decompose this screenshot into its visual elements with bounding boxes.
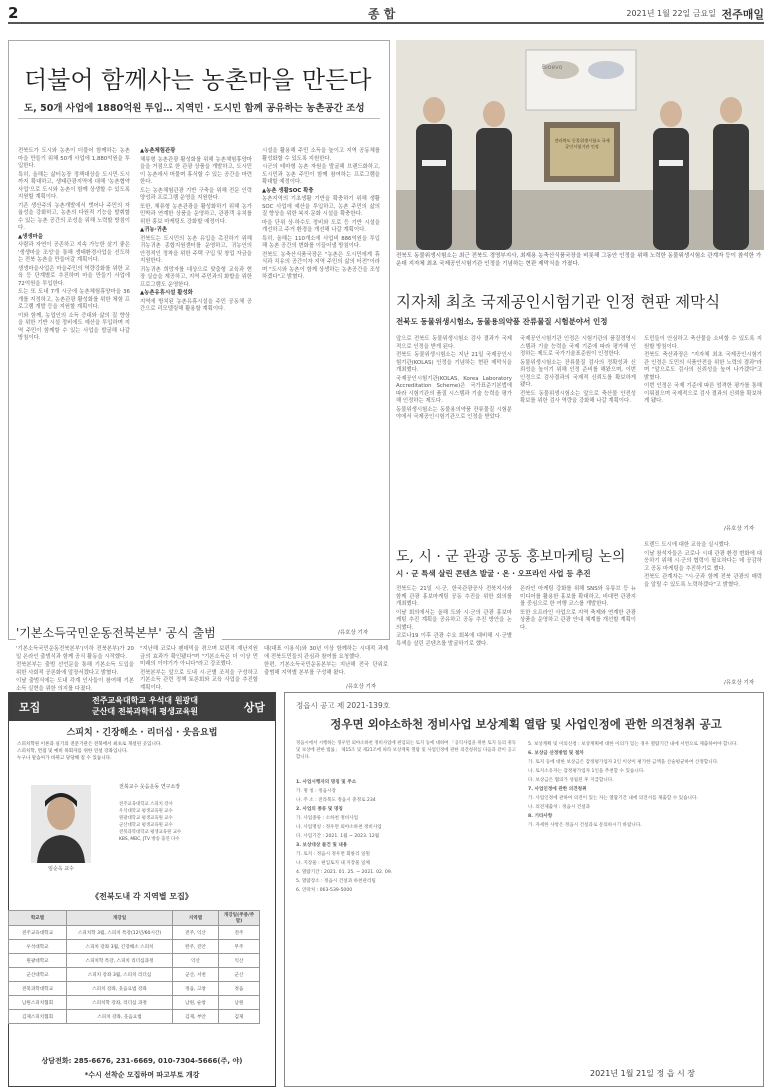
notice-item: 3. 보상대상 물건 및 내용 bbox=[296, 843, 348, 848]
profile-item: KBS, MBC, JTV 방송 출연 다수 bbox=[119, 837, 180, 842]
subsection-heading: ▲생생마을 bbox=[18, 233, 43, 240]
notice-item: 나. 지장물 : 편입토지 내 지장물 일체 bbox=[296, 861, 370, 866]
paragraph: 전북도 농축산식품국장은 "농촌은 도시민에게 휴식과 치유의 공간이자 지역 주민의 삶의 터전"이라며 "도시와 농촌이 함께 상생하는 농촌공간을 조성하겠다"고 밝혔다. bbox=[262, 251, 380, 280]
notice-item: 가. 사업인정에 관하여 의견이 있는 자는 열람기간 내에 의견서를 제출할 수 있습니다. bbox=[528, 796, 698, 801]
paragraph: 이날 출범식에는 도내 각계 인사들이 참여해 기본소득 실현을 위한 의지를 다졌다. bbox=[16, 678, 134, 692]
newspaper-name: 전주매일 bbox=[721, 8, 764, 21]
notice-item: 나. 의견제출처 : 정읍시 건설과 bbox=[528, 805, 591, 810]
paragraph: 전북도 동물위생시험소는 앞으로 축산물 안전성 확보를 위한 검사 역량을 강화해 나갈 계획이다. bbox=[520, 390, 636, 404]
ad-footer: *수시 선착순 모집하며 파고부토 개강 bbox=[84, 1071, 200, 1079]
notice-item: 6. 연락처 : 063-539-5000 bbox=[296, 888, 353, 893]
table-row bbox=[9, 968, 260, 982]
table-cell: 스피치 강좌, 웃음요법 bbox=[67, 1010, 173, 1024]
article-farm-village-col3 bbox=[262, 148, 380, 620]
paragraph: 전북도 동물위생시험소는 지난 21일 국제공인시험기관(KOLAS) 인정을 기념하는 현판 제막식을 개최했다. bbox=[396, 352, 512, 373]
paragraph: 전북본부는 출범 선언문을 통해 기본소득 도입을 위한 사회적 공론화에 앞장서겠다고 밝혔다. bbox=[16, 662, 134, 676]
table-cell: 완주, 진안 bbox=[173, 940, 219, 954]
paragraph: 도는 또 도내 7개 시군에 농촌체험휴양마을 36개를 지정하고, 농촌관광 활성화를 위한 체험 프로그램 개발 등을 지원할 계획이다. bbox=[18, 289, 130, 310]
paragraph: 전북도 축산과장은 "지자체 최초 국제공인시험기관 인정은 도민의 식품안전을 위한 노력의 결과"라며 "앞으로도 검사의 신뢰성을 높여 나가겠다"고 밝혔다. bbox=[644, 352, 762, 381]
region-table bbox=[8, 910, 260, 1024]
paragraph: 동물위생시험소는 동물용의약품 잔류물질 시험분야에서 국제공인시험기관으로 인정을 받았다. bbox=[396, 406, 512, 420]
paragraph: 국제공인시험기관(KOLAS, Korea Laboratory Accreditation Scheme)은 국가표준기본법에 따라 시험기관의 품질 시스템과 기술 능력을 평가해 인정하는 제도다. bbox=[396, 375, 512, 404]
notice-intro: 정읍시에서 시행하는 정우면 외야소하천 정비사업에 편입되는 토지 등에 대하여 「공익사업을 위한 토지 등의 취득 및 보상에 관한 법률」 제15조 및 제21조에 따라 보상계획 열람 및 사업인정에 관한 의견청취를 다음과 같이 공고합니다. bbox=[296, 741, 516, 760]
paragraph: 또한, 체류형 농촌관광을 활성화하기 위해 농가 민박과 연계한 상품을 운영하고, 관광객 유치를 위한 홍보 마케팅도 강화할 예정이다. bbox=[140, 203, 252, 225]
profile-item: 군산대학교 평생교육원 교수 bbox=[119, 823, 173, 828]
table-row bbox=[9, 940, 260, 954]
paragraph: 한편, 기본소득국민운동본부는 지난해 전국 단위로 출범해 지역별 본부를 구성해 왔다. bbox=[264, 662, 388, 676]
paragraph: 이와 함께, 농업인의 소득 증대와 삶의 질 향상을 위한 기반 시설 정비에도 예산을 투입하며 지역 주민이 함께할 수 있는 사업을 발굴해 나갈 방침이다. bbox=[18, 312, 130, 341]
table-cell: 우석대학교 bbox=[9, 940, 67, 954]
paragraph: 귀농귀촌 희망자를 대상으로 맞춤형 교육과 현장 실습을 제공하고, 지역 주민과의 화합을 위한 프로그램도 운영한다. bbox=[140, 266, 252, 288]
article-farm-village-headline: 더불어 함께사는 농촌마을 만든다 bbox=[24, 66, 372, 94]
profile-item: 전주교육대학교 스피치 강사 bbox=[119, 802, 173, 807]
paragraph: 이날 회의에서는 올해 도와 시·군의 관광 홍보마케팅 추진 계획을 공유하고 공동 추진 방안을 논의했다. bbox=[396, 609, 512, 631]
paragraph: 전북본부는 앞으로 도내 시·군별 조직을 구성하고 기본소득 관련 정책 토론회와 교육 사업을 추진할 계획이다. bbox=[140, 669, 258, 691]
table-cell: 원광대학교 bbox=[9, 954, 67, 968]
article-tourism-col1 bbox=[396, 586, 512, 686]
paragraph: 동물위생시험소는 잔류물질 검사의 정확성과 신뢰성을 높이기 위해 인정 준비를 해왔으며, 이번 인정으로 검사결과의 국제적 신뢰도를 확보하게 됐다. bbox=[520, 359, 636, 388]
speech-academy-ad bbox=[8, 692, 276, 1087]
ad-tag-recruit: 모집 bbox=[19, 701, 41, 714]
region-table-title: 《전북도내 각 지역별 모집》 bbox=[91, 892, 193, 901]
paragraph: 사람과 자연이 공존하고 지속 가능한 살기 좋은 '생생마을 조성'을 통해 생태환경사업을 선도하는 전북 농촌을 만들어갈 계획이다. bbox=[18, 242, 130, 263]
notice-item: 7. 사업인정에 관한 의견청취 bbox=[528, 787, 587, 792]
section-name: 종 합 bbox=[368, 7, 396, 21]
plaque-text: 전라북도 동물위생시험소 국제공인시험기관 인정 bbox=[554, 138, 610, 149]
paragraph: 특히, 올해는 110개소에 사업비 886억원을 투입해 농촌 공간의 변화를 이끌어낼 방침이다. bbox=[262, 235, 380, 249]
paragraph: 특히, 올해는 삶터농장 정책대상을 도시민·도시까지 확대하고, 생태관광지역에 대해 '농촌협약사업'으로 도시와 농촌이 함께 상생할 수 있도록 지원할 계획이다. bbox=[18, 171, 130, 200]
table-row bbox=[9, 1010, 260, 1024]
table-cell: 스피치 강좌, 웃음요법 강좌 bbox=[67, 982, 173, 996]
table-row bbox=[9, 926, 260, 940]
subsection-heading: ▲농촌체험관광 bbox=[140, 148, 176, 154]
school-line: 군산대 전북과학대 평생교육원 bbox=[91, 707, 199, 716]
article-tourism-byline: /유호상 기자 bbox=[724, 680, 755, 686]
article-basic-income-col3 bbox=[264, 646, 388, 682]
table-cell: 김제스피치협회 bbox=[9, 1010, 67, 1024]
paragraph: 도민들이 안심하고 축산물을 소비할 수 있도록 지원할 방침이다. bbox=[644, 336, 762, 350]
subsection-heading: ▲농촌유휴시설 활성화 bbox=[140, 290, 193, 296]
article-basic-income-col2 bbox=[140, 646, 258, 691]
ad-intro bbox=[17, 741, 269, 762]
paragraph: 체류형 농촌관광 활성화를 위해 농촌체험휴양마을을 거점으로 한 관광 상품을 개발하고, 도시민이 농촌에서 머물며 휴식할 수 있는 공간을 마련한다. bbox=[140, 156, 252, 185]
article-tourism-subhead: 시 · 군 특색 살린 콘텐츠 발굴 · 온 · 오프라인 사업 등 추진 bbox=[396, 569, 591, 578]
paragraph: 전북도는 도시민의 농촌 유입을 촉진하기 위해 귀농귀촌 종합지원센터를 운영하고, 귀농인의 안정적인 정착을 위한 주택 구입 및 창업 자금을 지원한다. bbox=[140, 235, 252, 264]
paragraph: 지역에 방치된 농촌유휴시설을 주민 공동체 공간으로 리모델링해 활용할 계획이다. bbox=[140, 298, 252, 312]
article-kolas-col2 bbox=[520, 336, 636, 536]
paragraph: 전북도 관계자는 "시·군과 함께 전북 관광의 매력을 알릴 수 있도록 노력하겠다"고 밝혔다. bbox=[644, 574, 762, 588]
table-cell: 남원스피치협회 bbox=[9, 996, 67, 1010]
notice-item: 가. 토지 : 정읍시 정우면 회룡리 일원 bbox=[296, 852, 370, 857]
notice-item: 5. 열람장소 : 정읍시 건설과 하천관리팀 bbox=[296, 879, 376, 884]
table-cell: 스피치학 3월, 스피치 특강(12년/60시간) bbox=[67, 926, 173, 940]
paragraph: 생생마을사업은 마을주민의 역량강화를 위한 교육 등 단계별로 추진하며 마을 만들기 사업에 72억원을 투입한다. bbox=[18, 265, 130, 287]
article-kolas-col1 bbox=[396, 336, 512, 536]
notice-item: 다. 보상금은 협의가 성립된 후 지급합니다. bbox=[528, 778, 614, 783]
profile-item: 우석대학교 평생교육원 교수 bbox=[119, 809, 173, 814]
table-row bbox=[9, 982, 260, 996]
article-kolas-byline: /유호상 기자 bbox=[724, 526, 755, 532]
article-tourism-col3 bbox=[644, 542, 762, 676]
masthead bbox=[8, 4, 764, 24]
notice-item: 5. 보상계획 및 이의신청 : 보상계획에 대한 이의가 있는 경우 열람기간 내에 서면으로 제출하여야 합니다. bbox=[528, 742, 738, 747]
table-cell: 김제, 부안 bbox=[173, 1010, 219, 1024]
page-number: 2 bbox=[8, 4, 19, 22]
notice-item: 가. 사업종류 : 소하천 정비사업 bbox=[296, 816, 359, 821]
article-farm-village-col1 bbox=[18, 148, 130, 628]
ad-header-bar bbox=[9, 693, 275, 721]
notice-headline: 정우면 외야소하천 정비사업 보상계획 열람 및 사업인정에 관한 의견청취 공고 bbox=[330, 717, 722, 731]
notice-item: 다. 사업기간 : 2021. 1월 ~ 2023. 12월 bbox=[296, 834, 380, 839]
paragraph: 도는 농촌체험관광 기반 구축을 위해 전문 인력 양성과 프로그램 운영을 지원한다. bbox=[140, 187, 252, 201]
table-row bbox=[9, 954, 260, 968]
article-farm-village-col2 bbox=[140, 148, 252, 628]
table-cell: 정읍, 고창 bbox=[173, 982, 219, 996]
article-farm-village-subhead: 도, 50개 사업에 1880억원 투입… 지역민 · 도시민 함께 공유하는 농촌공간 조성 bbox=[24, 103, 365, 114]
paragraph: '기본소득국민운동전북본부'(이하 전북본부)가 20일 온라인 출범식과 함께 공식 활동을 시작했다. bbox=[16, 646, 134, 660]
subsection-heading: ▲귀농·귀촌 bbox=[140, 227, 168, 233]
issue-date: 2021년 1월 22일 금요일 bbox=[626, 9, 716, 18]
table-cell: 군산 bbox=[219, 968, 260, 982]
article-basic-income-col1 bbox=[16, 646, 134, 692]
table-cell: 전주교육대학교 bbox=[9, 926, 67, 940]
table-row bbox=[9, 996, 260, 1010]
notice-footer: 2021년 1월 21일 정 읍 시 장 bbox=[590, 1069, 695, 1078]
article-kolas-headline: 지자체 최초 국제공인시험기관 인정 현판 제막식 bbox=[396, 293, 721, 311]
photo-caption: 전북도 동물위생시험소는 최근 전북도 경영부지사, 최재용 농축산식품국장을 비롯해 그동안 인정을 위해 노력한 동물위생시험소 관계자 등이 참석한 가운데 지자체 최초 국제공인시험기관 인정을 기념하는 현판 제막식을 가졌다. bbox=[396, 253, 762, 267]
ad-courses: 스피치 · 긴장해소 · 리더십 · 웃음요법 bbox=[66, 728, 218, 738]
intro-line: 스피치학원 이론과 실기의 전문기관은 전북에서 최초로 개설된 곳입니다. bbox=[17, 742, 162, 747]
paragraph: 이번 인정은 국제 기준에 따른 엄격한 평가를 통해 이뤄졌으며 국제적으로 검사 결과의 신뢰를 확보하게 됐다. bbox=[644, 383, 762, 404]
column-header: 지역별 bbox=[173, 911, 219, 926]
paragraph: 코로나19 이후 관광 수요 회복에 대비해 시·군별 특색을 살린 콘텐츠를 발굴하기로 했다. bbox=[396, 633, 512, 647]
notice-item: 가. 자세한 사항은 정읍시 건설과로 문의하시기 바랍니다. bbox=[528, 823, 642, 828]
article-tourism-col2 bbox=[520, 586, 636, 686]
paragraph: 이날 참석자들은 코로나 시대 관광 환경 변화에 대응하기 위해 시·군의 협력이 필요하다는 데 공감하고 공동 마케팅을 추진하기로 했다. bbox=[644, 550, 762, 572]
profile-photo bbox=[31, 785, 91, 863]
paragraph: 시군의 테마형 농촌 자원을 발굴해 브랜드화하고, 도시민과 농촌 주민이 함께 참여하는 프로그램을 확대할 예정이다. bbox=[262, 164, 380, 185]
table-cell: 남원 bbox=[219, 996, 260, 1010]
article-kolas-subhead: 전북도 동물위생시험소, 동물용의약품 잔류물질 시험분야서 인정 bbox=[396, 317, 608, 326]
notice-item: 2. 사업의 종류 및 명칭 bbox=[296, 807, 343, 812]
article-basic-income-headline: '기본소득국민운동전북본부' 공식 출범 bbox=[16, 624, 222, 641]
paragraph: 전북도는 21일 시·군, 한국관광공사 전북지사와 함께 관광 홍보마케팅 공동 추진을 위한 회의를 개최했다. bbox=[396, 586, 512, 607]
profile-item: 전북과학대학교 평생교육원 교수 bbox=[119, 830, 182, 835]
subsection-heading: ▲농촌 생활SOC 확충 bbox=[262, 187, 314, 194]
paragraph: 앞으로 전북도 동물위생시험소 검사 결과가 국제적으로 인정을 받게 된다. bbox=[396, 336, 512, 350]
profile-item: 원광대학교 평생교육원 교수 bbox=[119, 816, 173, 821]
paragraph: 트렌드 도시에 대한 교육을 실시했다. bbox=[644, 542, 731, 548]
table-cell: 전주 bbox=[219, 926, 260, 940]
divider bbox=[18, 118, 380, 119]
notice-item: 1. 사업시행자의 명칭 및 주소 bbox=[296, 780, 357, 785]
paragraph: 온라인 마케팅 강화를 위해 SNS와 유튜브 등 뉴미디어를 활용한 홍보를 확대하고, 비대면 관광지를 중심으로 한 여행 코스를 개발한다. bbox=[520, 586, 636, 607]
article-kolas-col3 bbox=[644, 336, 762, 526]
notice-item: 가. 명 칭 : 정읍시장 bbox=[296, 789, 336, 794]
table-cell: 무주 bbox=[219, 940, 260, 954]
notice-left-column bbox=[296, 778, 516, 1068]
table-cell: 스피치 강좌 3월, 긴장해소 스피치 bbox=[67, 940, 173, 954]
article-basic-income-byline: /유호상 기자 bbox=[346, 684, 377, 690]
notice-item: 4. 열람기간 : 2021. 01. 25. ~ 2021. 02. 09. bbox=[296, 870, 393, 875]
table-cell: 스피치학 특강, 스피치 리더십과정 bbox=[67, 954, 173, 968]
notice-item: 나. 주 소 : 전라북도 정읍시 충정로 234 bbox=[296, 798, 376, 803]
column-header: 학교별 bbox=[9, 911, 67, 926]
ad-contact: 상담전화: 285-6676, 231-6669, 010-7304-5666(주, 야) bbox=[41, 1057, 243, 1065]
notice-item: 6. 보상금 산정방법 및 절차 bbox=[528, 751, 584, 756]
article-tourism-headline: 도, 시 · 군 관광 공동 홍보마케팅 논의 bbox=[396, 549, 626, 565]
paragraph: "지난해 코로나 팬데믹을 겪으며 보편적 재난지원금의 효과가 확인됐다"며 "기본소득은 더 이상 먼 미래의 이야기가 아니다"라고 강조했다. bbox=[140, 646, 258, 667]
column-header: 개강일(주중/주말) bbox=[219, 911, 260, 926]
profile-title: 전북교수 웃음운동 연구소장 bbox=[119, 784, 181, 790]
paragraph: 국제공인시험기관 인정은 시험기관의 품질경영시스템과 기술 능력을 국제 기준에 따라 평가해 인정하는 제도로 국가기술표준원이 인정한다. bbox=[520, 336, 636, 357]
intro-line: 누구나 말솜씨가 바뀌고 당당해 질 수 있습니다. bbox=[17, 756, 112, 761]
profile-photo-image bbox=[31, 785, 91, 863]
paragraph: 대(대표 이용식)와 30년 이상 함께하는 시대적 과제에 전북도민들의 관심과 참여를 요청했다. bbox=[264, 646, 388, 660]
table-cell: 전북과학대학교 bbox=[9, 982, 67, 996]
table-cell: 군산, 서천 bbox=[173, 968, 219, 982]
banner-logo-text: Bioevo bbox=[542, 64, 563, 71]
table-cell: 군산대학교 bbox=[9, 968, 67, 982]
table-cell: 익산 bbox=[173, 954, 219, 968]
paragraph: 전북도가 도시와 농촌이 더불어 함께하는 농촌마을 만들기 위해 50개 사업에 1,880억원을 투입한다. bbox=[18, 148, 130, 169]
paragraph: 시설을 활용해 주민 소득을 높이고 지역 공동체를 활성화할 수 있도록 지원한다. bbox=[262, 148, 380, 162]
school-line: 전주교육대학교 우석대 원광대 bbox=[91, 696, 199, 705]
table-cell: 남원, 순창 bbox=[173, 996, 219, 1010]
ad-school-names bbox=[75, 695, 215, 717]
paragraph: 농촌지역의 기초생활 기반을 확충하기 위해 생활 SOC 사업에 예산을 투입하고, 농촌 주민의 삶의 질 향상을 위한 복지·문화 시설을 확충한다. bbox=[262, 196, 380, 217]
table-cell: 김제 bbox=[219, 1010, 260, 1024]
intro-line: 스피치학, 면접 및 예비 목회자를 위한 연설 강좌입니다. bbox=[17, 749, 128, 754]
notice-number: 정읍시 공고 제 2021-139호 bbox=[296, 701, 390, 710]
notice-item: 8. 기타사항 bbox=[528, 814, 553, 819]
notice-item: 나. 토지소유자는 감정평가업자 1인을 추천할 수 있습니다. bbox=[528, 769, 645, 774]
notice-item: 가. 토지 등에 대한 보상금은 감정평가업자 2인 이상이 평가한 금액을 산술평균하여 산정합니다. bbox=[528, 760, 719, 765]
paragraph: 또한 오프라인 사업으로 지역 축제와 연계한 관광 상품을 운영하고 관광 안내 체계를 개선할 계획이다. bbox=[520, 609, 636, 631]
table-cell: 전주, 익산 bbox=[173, 926, 219, 940]
table-header-row bbox=[9, 911, 260, 926]
ceremony-photo bbox=[396, 40, 764, 250]
notice-right-column bbox=[528, 740, 756, 1040]
article-farm-village-byline: /유호상 기자 bbox=[338, 630, 369, 636]
notice-item: 나. 사업명칭 : 정우면 외야소하천 정비사업 bbox=[296, 825, 382, 830]
ad-tag-consult: 상담 bbox=[243, 701, 265, 714]
table-cell: 스피치 강좌 3월, 스피치 리더십 bbox=[67, 968, 173, 982]
paragraph: 마을 단위 상·하수도 정비와 도로 등 기반 시설을 개선하고 주거 환경을 개선해 나갈 계획이다. bbox=[262, 219, 380, 233]
column-header: 개강일 bbox=[67, 911, 173, 926]
table-cell: 정읍 bbox=[219, 982, 260, 996]
table-cell: 익산 bbox=[219, 954, 260, 968]
paragraph: 기존 생산주의 농촌개발에서 벗어나 주민의 자율성을 강화하고, 농촌의 다원적 기능을 발휘할 수 있는 농촌 공간의 조성을 위해 노력할 방침이다. bbox=[18, 202, 130, 231]
profile-list bbox=[119, 801, 269, 843]
table-cell: 스피치학 강좌, 리더십 과정 bbox=[67, 996, 173, 1010]
profile-name: 임순옥 교수 bbox=[48, 866, 74, 872]
